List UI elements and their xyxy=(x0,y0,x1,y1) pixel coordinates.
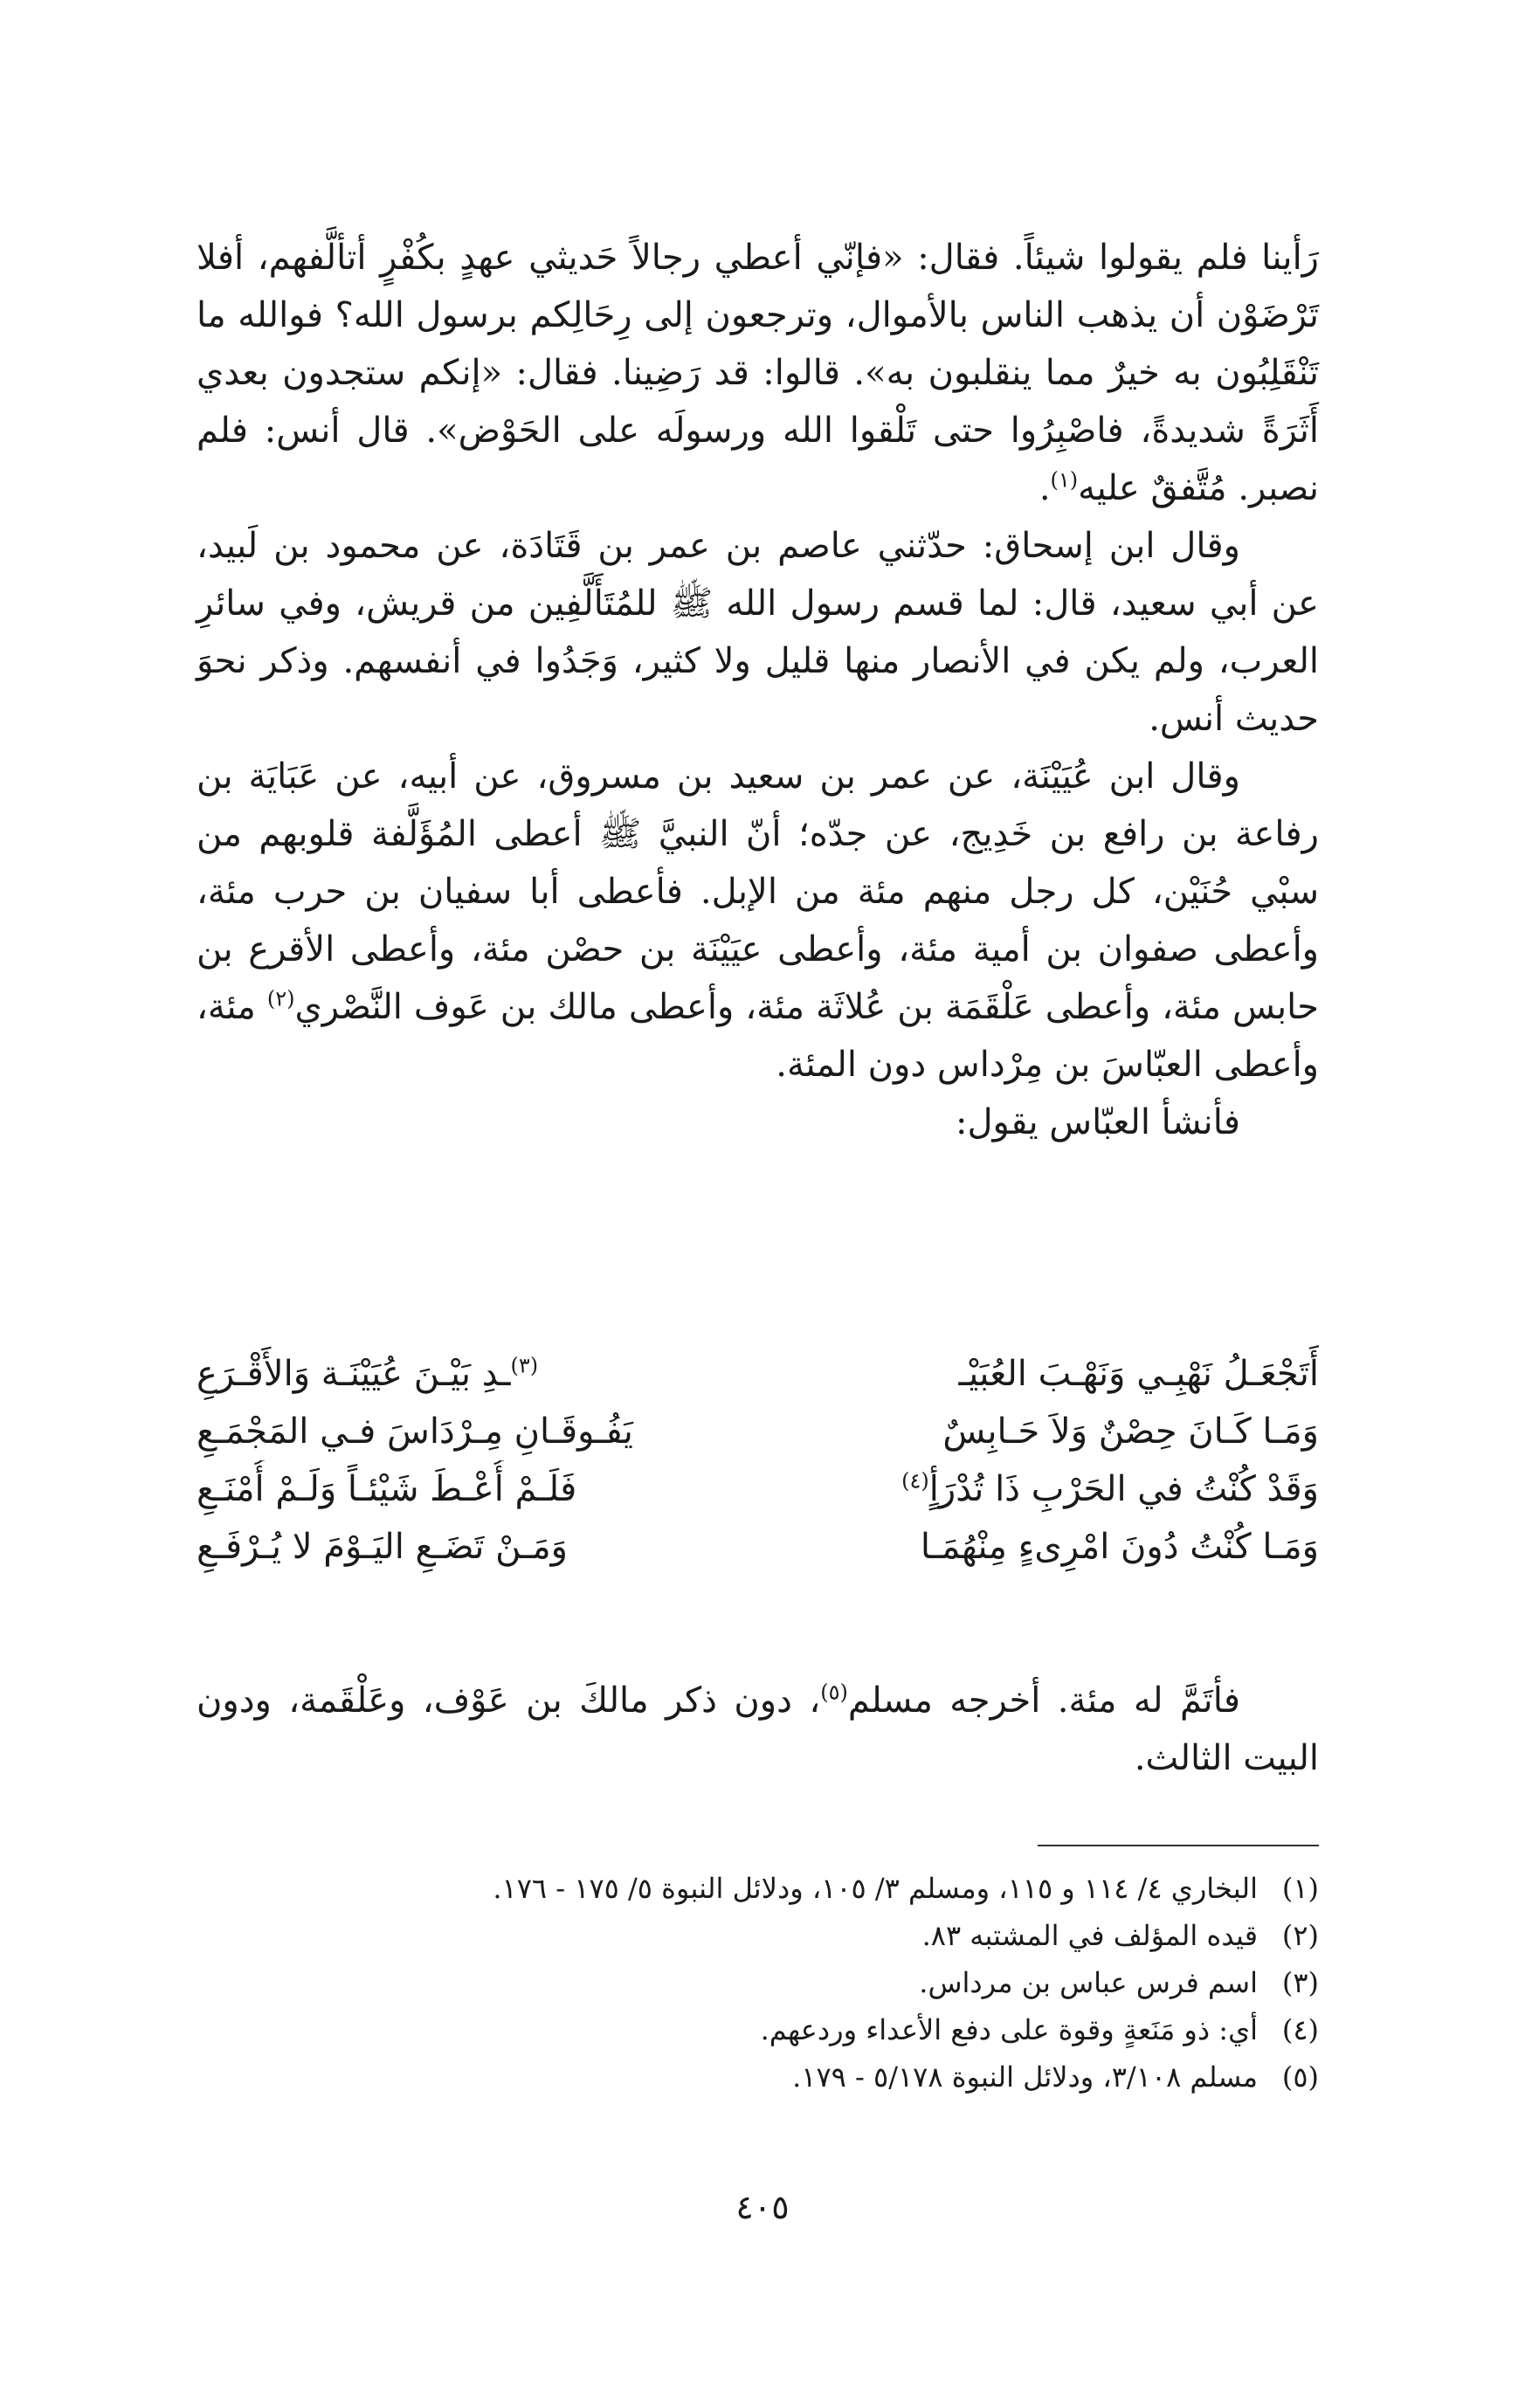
footnote-item xyxy=(197,2053,1319,2101)
poem-verse xyxy=(197,1403,1319,1460)
closing-text: فأتَمَّ له مئة. أخرجه مسلم xyxy=(847,1680,1241,1721)
paragraph-1 xyxy=(197,229,1319,517)
poem-verse xyxy=(197,1345,1319,1403)
verse-first-half: وَمَـا كُنْتُ دُونَ امْرِىءٍ مِنْهُمَـا xyxy=(920,1527,1319,1567)
footnote-text: أي: ذو مَنَعةٍ وقوة على دفع الأعداء وردعهم. xyxy=(760,2013,1258,2046)
paragraph-3 xyxy=(197,748,1319,1094)
footnote-ref-1: (١) xyxy=(1050,467,1079,493)
footnote-ref-2: (٢) xyxy=(266,986,295,1011)
main-text xyxy=(197,229,1319,1151)
verse-first-half: وَمَـا كَـانَ حِصْنٌ وَلاَ حَـابِسٌ xyxy=(942,1411,1319,1452)
verse-second-half: يَفُـوقَـانِ مِـرْدَاسَ فـي المَجْمَـعِ xyxy=(197,1411,633,1452)
footnote-number: (٤) xyxy=(1281,2013,1319,2046)
verse-first-half: أَتَجْعَـلُ نَهْبِـي وَنَهْـبَ العُبَيْـ xyxy=(958,1354,1319,1394)
paragraph-2: وقال ابن إسحاق: حدّثني عاصم بن عمر بن قَتَادَة، عن محمود بن لَبيد، عن أبي سعيد، قال: لما قسم رسول الله ﷺ للمُتَأَلَّفِين من قريش، وفي سائرِ العرب، ولم يكن في الأنصار منها قليل ولا كثير، وَجَدُوا في أنفسهم. وذكر نحوَ حديث أنس. xyxy=(197,526,1319,739)
footnote-ref-3: (٣) xyxy=(510,1353,539,1378)
paragraph-1-text: رَأينا فلم يقولوا شيئاً. فقال: «فإنّي أعطي رجالاً حَديثي عهدٍ بكُفْرٍ أتألَّفهم، أفلا تَرْضَوْن أن يذهب الناس بالأموال، وترجعون إلى رِحَالِكم برسول الله؟ فوالله ما تَنْقَلِبُون به خيرٌ مما ينقلبون به». قالوا: قد رَضِينا. فقال: «إنكم ستجدون بعدي أَثَرَةً شديدةً، فاصْبِرُوا حتى تَلْقوا الله ورسولَه على الحَوْض». قال أنس: فلم نصبر. مُتَّفقٌ عليه xyxy=(197,238,1319,508)
verse-first-half: وَقَدْ كُنْتُ في الحَرْبِ ذَا تُدْرَأٍ$^{(٤)}$ xyxy=(901,1468,1319,1509)
paragraph-3-end: مئة، وأعطى العبّاسَ بن مِرْداس دون المئة. xyxy=(197,987,1319,1085)
footnote-item xyxy=(197,1959,1319,2006)
footnote-number: (٥) xyxy=(1281,2060,1319,2094)
footnotes xyxy=(197,1865,1319,2101)
footnote-text: اسم فرس عباس بن مرداس. xyxy=(919,1966,1258,1999)
footnote-item xyxy=(197,1865,1319,1912)
footnote-ref-5: (٥) xyxy=(820,1680,848,1705)
footnote-text: مسلم ٣/١٠٨، ودلائل النبوة ٥/١٧٨ - ١٧٩. xyxy=(792,2060,1258,2094)
footnote-item xyxy=(197,2006,1319,2053)
footnote-separator xyxy=(1038,1845,1319,1846)
poem xyxy=(197,1345,1319,1576)
verse-second-half: فَلَـمْ أُعْـطَ شَيْئـاً وَلَـمْ أُمْنَـعِ xyxy=(197,1469,577,1509)
poem-verse xyxy=(197,1460,1319,1518)
closing-text-end: ، دون ذكر مالكَ بن عَوْف، وعَلْقَمة، ودون البيت الثالث. xyxy=(197,1680,1319,1778)
footnote-text: قيده المؤلف في المشتبه ٨٣. xyxy=(921,1919,1258,1952)
paragraph-4: فأنشأ العبّاس يقول: xyxy=(956,1102,1240,1142)
footnote-item xyxy=(197,1912,1319,1959)
footnote-text: البخاري ٤/ ١١٤ و ١١٥، ومسلم ٣/ ١٠٥، ودلائل النبوة ٥/ ١٧٥ - ١٧٦. xyxy=(493,1872,1258,1905)
footnote-number: (١) xyxy=(1281,1872,1319,1905)
verse-second-half: $^{(٣)}$ـدِ بَيْـنَ عُيَيْنَـة وَالأَقْـرَعِ xyxy=(197,1353,539,1394)
verse-second-half: وَمَـنْ تَضَـعِ اليَـوْمَ لا يُـرْفَـعِ xyxy=(197,1527,568,1567)
paragraph-3-text: وقال ابن عُيَيْنَة، عن عمر بن سعيد بن مسروق، عن أبيه، عن عَبَايَة بن رفاعة بن رافع بن خَدِيج، عن جدّه؛ أنّ النبيَّ ﷺ أعطى المُؤَلَّفة قلوبهم من سبْي حُنَيْن، كل رجل منهم مئة من الإبل. فأعطى أبا سفيان بن حرب مئة، وأعطى صفوان بن أمية مئة، وأعطى عيَيْنَة بن حصْن مئة، وأعطى الأقرع بن حابس مئة، وأعطى عَلْقَمَة بن عُلاثَة مئة، وأعطى مالك بن عَوف النَّصْري xyxy=(197,756,1319,1027)
footnote-number: (٣) xyxy=(1281,1966,1319,1999)
paragraph-1-end: . xyxy=(1039,468,1051,508)
footnote-ref-4: (٤) xyxy=(901,1468,929,1494)
poem-verse xyxy=(197,1518,1319,1576)
footnote-number: (٢) xyxy=(1281,1919,1319,1952)
page-number: ٤٠٥ xyxy=(735,2188,790,2226)
closing-paragraph xyxy=(197,1672,1319,1787)
